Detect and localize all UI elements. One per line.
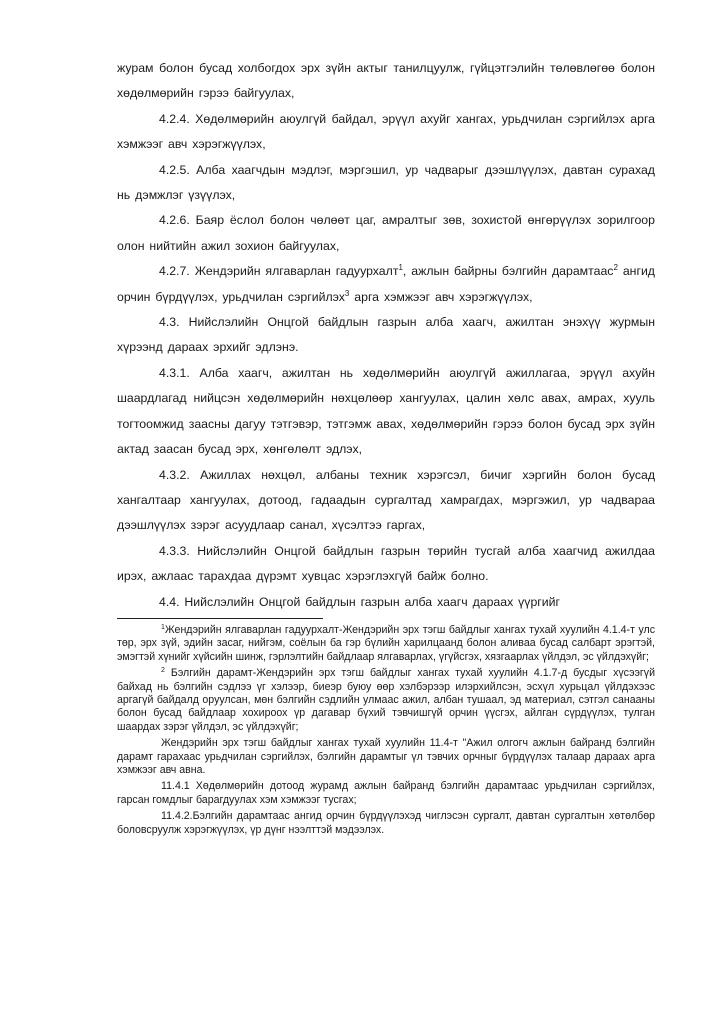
paragraph-continuation: журам болон бусад холбогдох эрх зүйн актыг танилцуулж, гүйцэтгэлийн төлөвлөгөө болон хөдөлмөрийн гэрээ байгуулах,: [117, 61, 655, 101]
paragraph-4-2-7-part-c: ангид орчин бүрдүүлэх, урьдчилан сэргийлэх: [117, 264, 655, 304]
footnote-3-item-11-4-2: 11.4.2.Бэлгийн дарамтаас ангид орчин бүрдүүлэхэд чиглэсэн сургалт, давтан сургалтын хөтөлбөр боловсруулж хэрэгжүүлэх, үр дүнг нээлттэй мэдээлэх.: [117, 810, 655, 836]
paragraph-4-4: 4.4. Нийслэлийн Онцгой байдлын газрын алба хаагч дараах үүргийг: [159, 594, 561, 609]
paragraph-4-2-7-part-a: 4.2.7. Жендэрийн ялгаварлан гадуурхалт: [159, 264, 399, 279]
footnote-separator: [117, 618, 323, 619]
footnote-2: [117, 667, 655, 734]
footnote-ref-1: 1: [398, 263, 403, 273]
footnote-number-2: 2: [161, 667, 165, 675]
footnote-ref-2: 2: [613, 263, 618, 273]
body-text: [117, 56, 655, 615]
footnote-ref-3: 3: [344, 288, 350, 298]
paragraph-4-2-7: [117, 259, 655, 310]
footnote-1: [117, 624, 655, 664]
footnote-2-text: Бэлгийн дарамт-Жендэрийн эрх тэгш байдлыг хангах тухай хуулийн 4.1.7-д бусдыг хүсээгүй байхад нь бэлгийн сэдлээ үг хэлээр, биеэр буюу өөр хэлбэрээр илэрхийлсэн, эсхүл хурьцал үйлдэхээс аргагүй байдалд оруулсан, мөн бэлгийн сэдлийн улмаас ажил, албан тушаал, эд материал, сэтгэл санааны болон бусад байдлаар хохироох үр дагавар бүхий тэвчишгүй орчин үүсгэх, айлган сүрдүүлэх, тулган шаардах зэрэг үйлдэл, эс үйлдэхүйг;: [117, 667, 655, 733]
paragraph-4-3-1: 4.3.1. Алба хаагч, ажилтан нь хөдөлмөрийн аюулгүй ажиллагаа, эрүүл ахуйн шаардлагад нийцсэн хөдөлмөрийн нөхцөлөөр хангуулах, цалин хөлс авах, амрах, хууль тогтоомжид заасны дагуу тэтгэвэр, тэтгэмж авах, хөдөлмөрийн гэрээ болон бусад эрх зүйн актад заасан бусад эрх, хөнгөлөлт эдлэх,: [117, 365, 655, 457]
footnote-number-1: 1: [161, 624, 165, 631]
paragraph-4-2-4: 4.2.4. Хөдөлмөрийн аюулгүй байдал, эрүүл ахуйг хангах, урьдчилан сэргийлэх арга хэмжээг авч хэрэгжүүлэх,: [117, 111, 655, 152]
paragraph-4-3: 4.3. Нийслэлийн Онцгой байдлын газрын алба хаагч, ажилтан энэхүү журмын хүрээнд дараах эрхийг эдлэнэ.: [117, 315, 655, 355]
paragraph-4-2-7-part-d: арга хэмжээг авч хэрэгжүүлэх,: [349, 289, 533, 304]
paragraph-4-2-7-part-b: , ажлын байрны бэлгийн дарамтаас: [402, 264, 614, 279]
paragraph-4-3-3: 4.3.3. Нийслэлийн Онцгой байдлын газрын төрийн тусгай алба хаагчид ажилдаа ирэх, ажлаас тарахдаа дүрэмт хувцас хэрэглэхгүй байж болно.: [117, 543, 655, 584]
footnote-3-item-11-4-1: 11.4.1 Хөдөлмөрийн дотоод журамд ажлын байранд бэлгийн дарамтаас урьдчилан сэргийлэх, гарсан гомдлыг барагдуулах хэм хэмжээг тусгах;: [117, 780, 655, 806]
paragraph-4-2-6: 4.2.6. Баяр ёслол болон чөлөөт цаг, амралтыг зөв, зохистой өнгөрүүлэх зорилгоор олон нийтийн ажил зохион байгуулах,: [117, 213, 655, 253]
footnotes: [117, 624, 655, 840]
footnote-3-law-quote: Жендэрийн эрх тэгш байдлыг хангах тухай хуулийн 11.4-т "Ажил олгогч ажлын байранд бэлгийн дарамт гарахаас урьдчилан сэргийлэх, бэлгийн дарамтыг үл тэвчих орчныг бүрдүүлэх талаар дараах арга хэмжээг авч авна.: [117, 737, 655, 777]
paragraph-4-3-2: 4.3.2. Ажиллах нөхцөл, албаны техник хэрэгсэл, бичиг хэргийн болон бусад хангалтаар хангуулах, дотоод, гадаадын сургалтад хамрагдах, мэргэжил, ур чадвараа дээшлүүлэх зэрэг асуудлаар санал, хүсэлтээ гаргах,: [117, 467, 655, 533]
footnote-1-text: Жендэрийн ялгаварлан гадуурхалт-Жендэрийн эрх тэгш байдлыг хангах тухай хуулийн 4.1.4-т улс төр, эрх зүй, эдийн засаг, нийгэм, соёлын ба гэр бүлийн харилцаанд болон аливаа бусад салбарт эрэгтэй, эмэгтэй хүнийг хүйсийн шинж, гэрлэлтийн байдлаар ялгаварлах, үгүйсгэх, хязгаарлах үйлдэл, эс үйлдэхүйг;: [117, 624, 655, 663]
paragraph-4-2-5: 4.2.5. Алба хаагчдын мэдлэг, мэргэшил, ур чадварыг дээшлүүлэх, давтан сурахад нь дэмжлэг үзүүлэх,: [117, 162, 655, 203]
